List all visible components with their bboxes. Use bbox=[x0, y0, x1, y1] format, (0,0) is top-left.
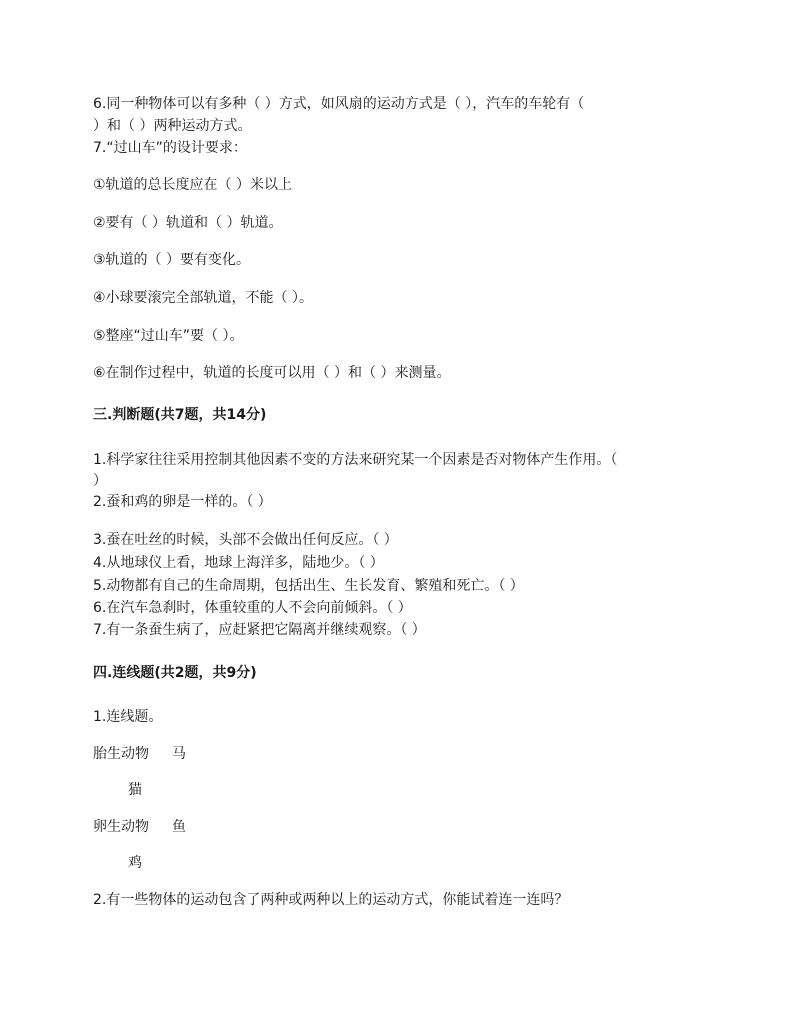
s3-q7: 7.有一条蚕生病了，应赶紧把它隔离并继续观察。（ ） bbox=[93, 622, 426, 638]
q7-item-3: ③轨道的（ ）要有变化。 bbox=[93, 252, 251, 268]
q6-line1: 6.同一种物体可以有多种（ ）方式，如风扇的运动方式是（ ），汽车的车轮有（ bbox=[93, 96, 585, 112]
section4-heading: 四.连线题(共2题，共9分) bbox=[93, 665, 257, 681]
q7-item-5: ⑤整座“过山车”要（ ）。 bbox=[93, 328, 244, 344]
q7-item-4: ④小球要滚完全部轨道，不能（ ）。 bbox=[93, 290, 314, 306]
s4-q2: 2.有一些物体的运动包含了两种或两种以上的运动方式，你能试着连一连吗？ bbox=[93, 892, 569, 908]
q7-item-1: ①轨道的总长度应在（ ）米以上 bbox=[93, 177, 293, 193]
s3-q4: 4.从地球仪上看，地球上海洋多，陆地少。（ ） bbox=[93, 555, 384, 571]
s3-q1-line1: 1.科学家往往采用控制其他因素不变的方法来研究某一个因素是否对物体产生作用。（ bbox=[93, 452, 618, 468]
s3-q1-line2: ） bbox=[93, 473, 107, 489]
s3-q3: 3.蚕在吐丝的时候，头部不会做出任何反应。（ ） bbox=[93, 532, 398, 548]
match-right-fish: 鱼 bbox=[172, 819, 186, 835]
match-right-horse: 马 bbox=[172, 746, 186, 762]
match-left-viviparous: 胎生动物 bbox=[93, 746, 149, 762]
q7-item-6: ⑥在制作过程中，轨道的长度可以用（ ）和（ ）来测量。 bbox=[93, 365, 451, 381]
q7-item-2: ②要有（ ）轨道和（ ）轨道。 bbox=[93, 215, 283, 231]
section3-heading: 三.判断题(共7题，共14分) bbox=[93, 407, 267, 423]
s3-q6: 6.在汽车急刹时，体重较重的人不会向前倾斜。（ ） bbox=[93, 600, 412, 616]
s3-q5: 5.动物都有自己的生命周期，包括出生、生长发育、繁殖和死亡。（ ） bbox=[93, 578, 524, 594]
s3-q2: 2.蚕和鸡的卵是一样的。（ ） bbox=[93, 494, 272, 510]
q6-line2: ）和（ ）两种运动方式。 bbox=[93, 118, 252, 134]
s4-q1-title: 1.连线题。 bbox=[93, 709, 163, 725]
match-right-cat: 猫 bbox=[128, 782, 142, 798]
match-left-oviparous: 卵生动物 bbox=[93, 819, 149, 835]
q7-title: 7.“过山车”的设计要求： bbox=[93, 140, 247, 156]
match-right-chicken: 鸡 bbox=[128, 855, 142, 871]
